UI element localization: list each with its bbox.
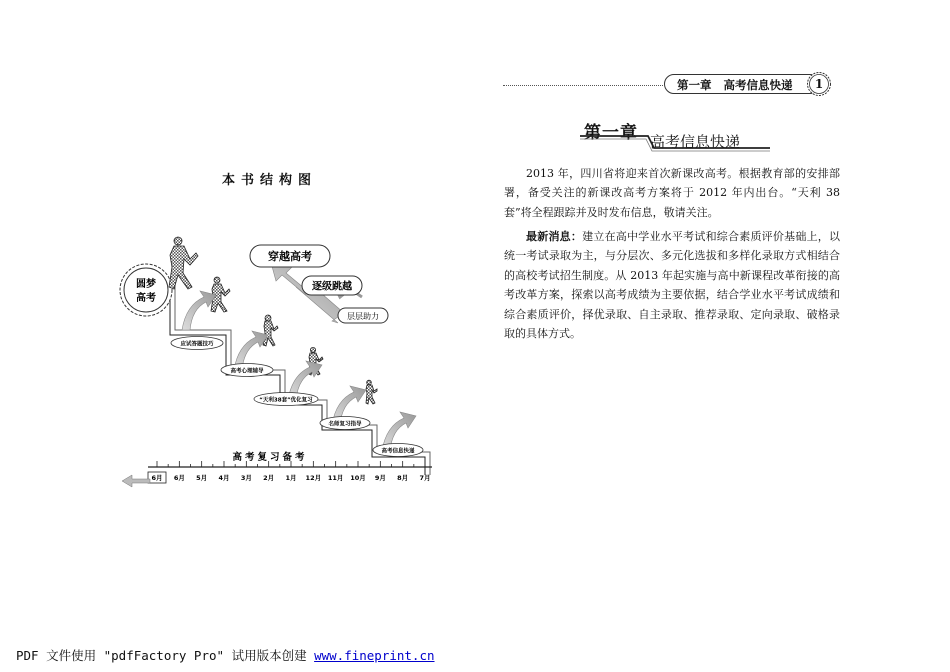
slogan-3: 层层助力	[347, 312, 379, 321]
month-label: 9月	[374, 474, 386, 482]
chapter-title: 高考信息快递	[650, 133, 741, 151]
chapter-title-underline	[578, 130, 774, 152]
header-rule	[503, 85, 663, 86]
header-chapter-title: 高考信息快递	[723, 78, 793, 92]
month-label: 11月	[327, 474, 344, 482]
diagram-title: 本书结构图	[222, 173, 318, 188]
badge-line2: 高考	[136, 293, 156, 304]
runner-icon	[263, 315, 278, 346]
chapter-number: 第一章	[584, 123, 638, 143]
step-label-2: 高考心理辅导	[230, 368, 264, 375]
intro-paragraph: 2013 年，四川省将迎来首次新课改高考。根据教育部的安排部署，备受关注的新课改高考方案将于 2012 年内出台。“天利 38 套”将全程跟踪并及时发布信息，敬请关注。	[504, 167, 840, 219]
back-arrow-icon	[122, 475, 150, 487]
timeline-axis	[122, 461, 432, 487]
month-label: 6月	[173, 474, 185, 482]
step-label-3: “天利38套”优化复习	[259, 397, 313, 404]
month-label: 3月	[240, 474, 252, 482]
runner-icon	[366, 380, 377, 404]
page-number-badge	[806, 71, 832, 97]
step-label-4: 名师复习指导	[328, 421, 362, 428]
badge-line1: 圆梦	[136, 279, 156, 290]
month-label: 8月	[397, 474, 409, 482]
month-label: 1月	[285, 474, 297, 482]
header-chapter-label: 第一章	[677, 78, 712, 92]
pdf-footer	[16, 646, 435, 664]
running-header	[664, 74, 820, 94]
footer-link[interactable]: www.fineprint.cn	[314, 648, 435, 663]
month-label: 4月	[218, 474, 230, 482]
runner-icon	[169, 237, 198, 289]
structure-diagram	[100, 225, 450, 495]
slogan-2: 逐级跳越	[312, 281, 352, 293]
page-number: 1	[814, 77, 824, 91]
step-label-1: 应试答题技巧	[180, 341, 214, 348]
slogan-pills	[250, 245, 388, 323]
step-label-5: 高考信息快递	[381, 448, 415, 455]
month-label: 5月	[196, 474, 208, 482]
month-label: 6月	[151, 474, 163, 482]
month-label: 10月	[350, 474, 366, 482]
timeline-label: 高考复习备考	[232, 452, 308, 463]
news-text: 建立在高中学业水平考试和综合素质评价基础上，以统一考试录取为主，与分层次、多元化选拔和多样化录取方式相结合的高校考试招生制度。从 2013 年起实施与高中新课程改革衔接的高考改革方案，探索以高考成绩为主要依据，结合学业水平考试成绩和综合素质评价，择优录取、自主录取、推荐录取、定向录取、破格录取的具体方式。	[504, 230, 841, 341]
news-lead: 最新消息：	[526, 230, 583, 243]
slogan-1: 穿越高考	[268, 250, 312, 263]
footer-text: PDF 文件使用 "pdfFactory Pro" 试用版本创建	[16, 648, 315, 663]
month-label: 12月	[305, 474, 322, 482]
month-label: 7月	[419, 474, 431, 482]
news-paragraph	[504, 227, 840, 343]
month-label: 2月	[263, 474, 275, 482]
dream-badge	[120, 264, 172, 316]
